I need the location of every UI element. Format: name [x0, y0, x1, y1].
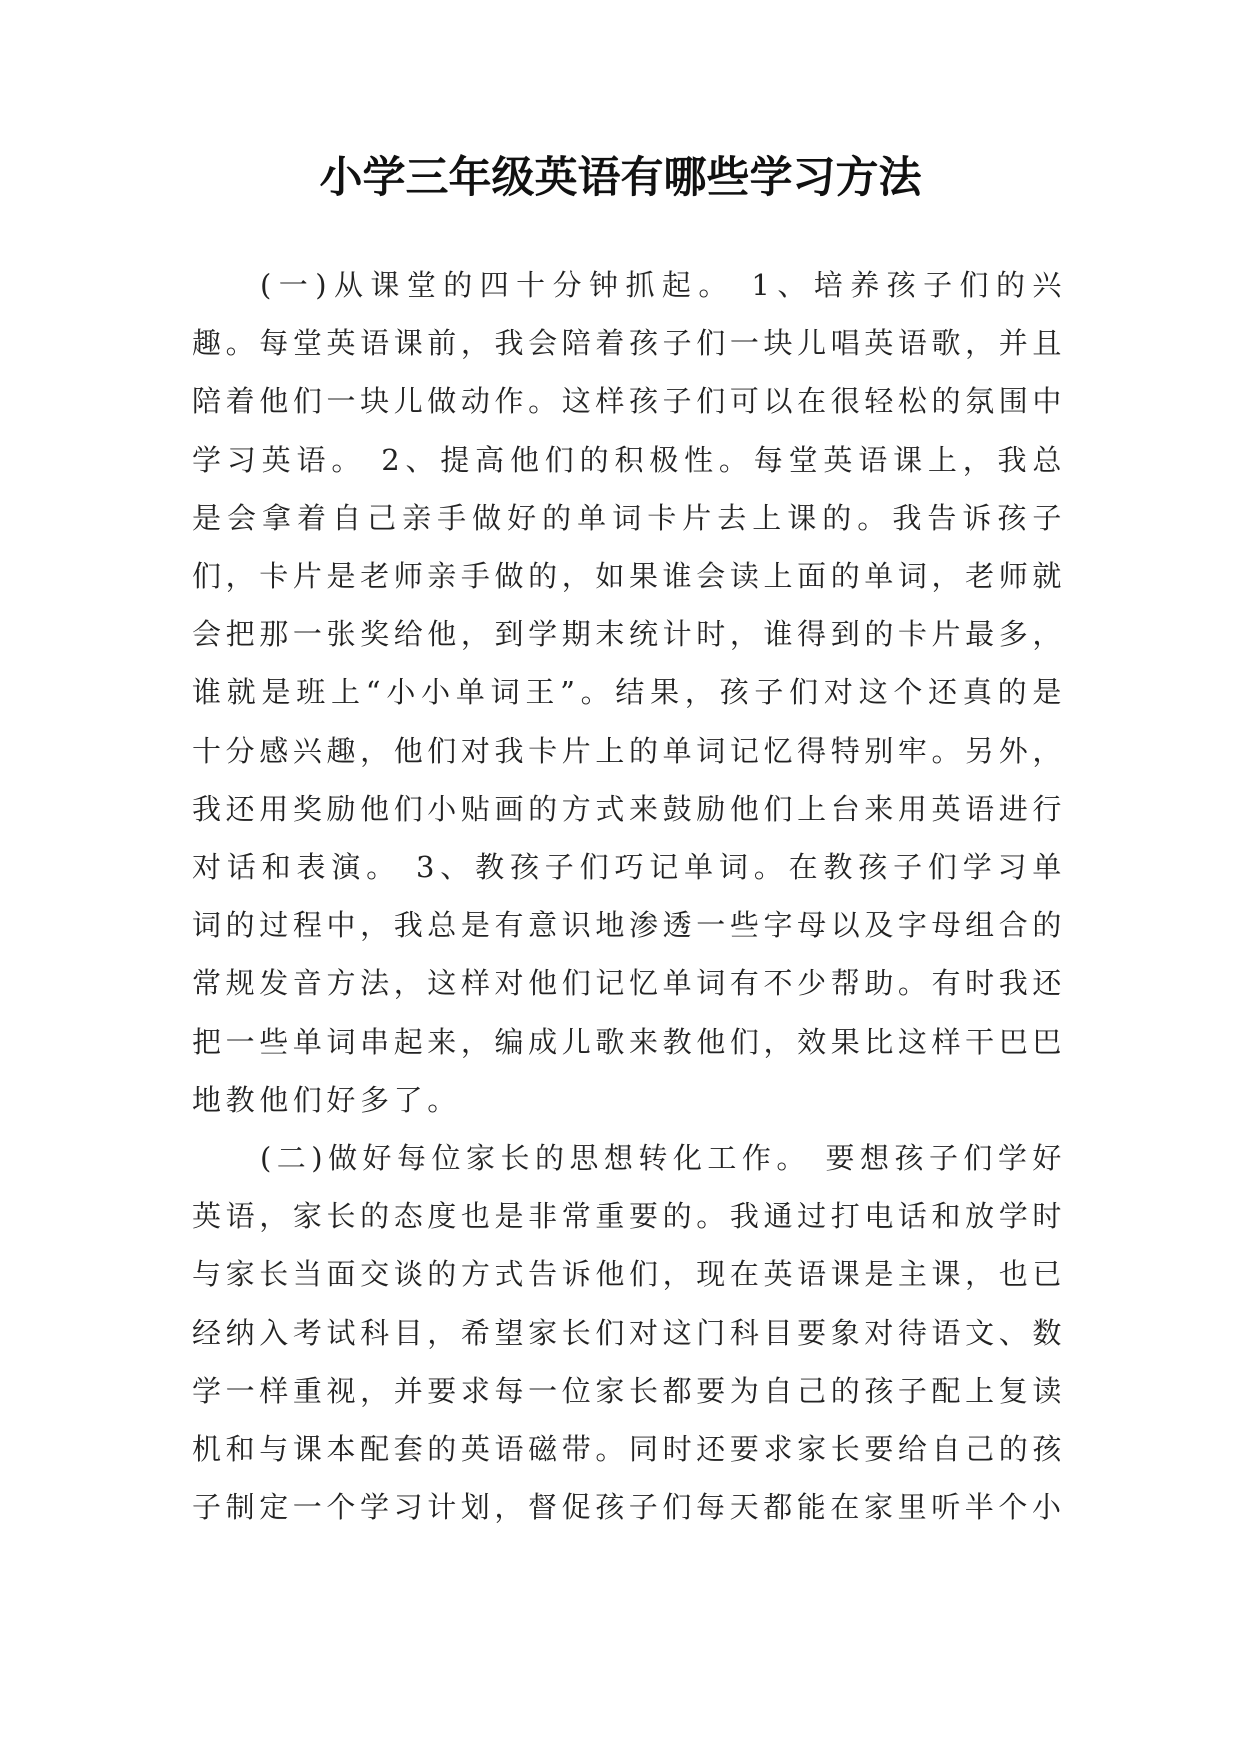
paragraph-classroom-methods: (一)从课堂的四十分钟抓起。 1、培养孩子们的兴趣。每堂英语课前，我会陪着孩子们一块儿唱英语歌，并且陪着他们一块儿做动作。这样孩子们可以在很轻松的氛围中学习英语。 2、提高他们的积极性。每堂英语课上，我总是会拿着自己亲手做好的单词卡片去上课的。我告诉孩子们，卡片是老师亲手做的，如果谁会读上面的单词，老师就会把那一张奖给他，到学期末统计时，谁得到的卡片最多，谁就是班上“小小单词王”。结果，孩子们对这个还真的是十分感兴趣，他们对我卡片上的单词记忆得特别牢。另外，我还用奖励他们小贴画的方式来鼓励他们上台来用英语进行对话和表演。 3、教孩子们巧记单词。在教孩子们学习单词的过程中，我总是有意识地渗透一些字母以及字母组合的常规发音方法，这样对他们记忆单词有不少帮助。有时我还把一些单词串起来，编成儿歌来教他们，效果比这样干巴巴地教他们好多了。: [192, 268, 1066, 1117]
document-title: 小学三年级英语有哪些学习方法: [319, 153, 922, 203]
paragraph-parent-work: (二)做好每位家长的思想转化工作。 要想孩子们学好英语，家长的态度也是非常重要的。我通过打电话和放学时与家长当面交谈的方式告诉他们，现在英语课是主课，也已经纳入考试科目，希望家长们对这门科目要象对待语文、数学一样重视，并要求每一位家长都要为自己的孩子配上复读机和与课本配套的英语磁带。同时还要求家长要给自己的孩子制定一个学习计划，督促孩子们每天都能在家里听半个小: [192, 1141, 1066, 1525]
document-body: [192, 256, 1066, 1536]
